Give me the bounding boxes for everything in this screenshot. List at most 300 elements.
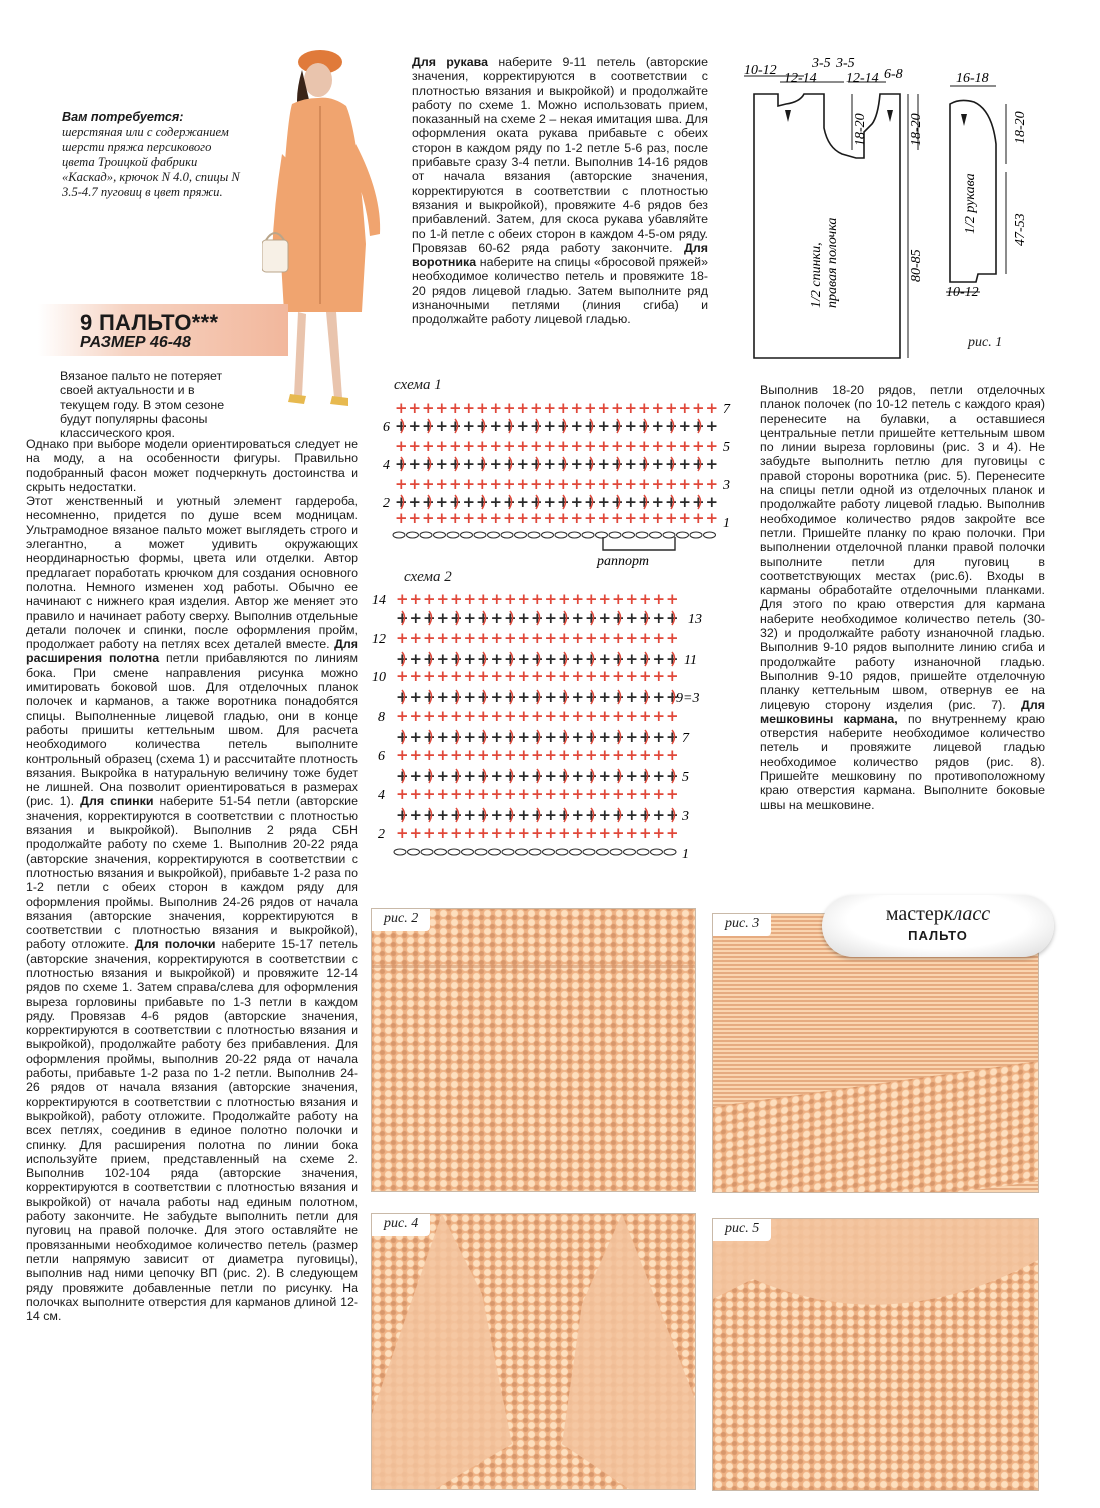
stitch-symbol: + — [517, 650, 531, 668]
stitch-symbol: + — [639, 767, 652, 785]
stitch-symbol: + — [450, 688, 463, 706]
scheme-2-title: схема 2 — [404, 569, 452, 585]
stitch-symbol: + — [517, 824, 531, 842]
stitch-symbol: + — [652, 609, 666, 627]
dimension: 3-5 — [836, 58, 855, 71]
stitch-symbol: + — [692, 399, 705, 417]
text: наберите 15-17 петель (авторские значения, корректируются в соответствии с плотностью вязания и выкройкой) и провяжите 12-14 рядов по схеме 1. Затем справа/слева для оформления выреза горловины прибавьте по 1-3 петли в каждом ряду. Провязав 4-6 рядов (авторские значения, корректируются в соответствии с плотностью вязания и выкройкой), продолжайте работу без прибавления. Для оформления проймы, выполнив 20-22 ряда от начала работы, прибавьте 1-2 раза по 1-2 петли. Выполнив 24-26 рядов от начала вязания (авторские значения, корректируются в соответствии с плотностью вязания и выкройкой), работу отложите. Продолжайте работу на всех петлях, соединив в единое полотно полочки и спинку. Для расширения полотна по линии бока используйте прием, представленный на схеме 2. Выполнив 102-104 ряда (авторские значения, корректируются в соответствии с плотностью вязания и выкройкой) от начала работы над единым полотном, работу закончите. Не забудьте выполнить петли для пуговиц на правой полочке. Для этого оставляйте не провязанными необходимое количество петель (размер петли напрямую зависит от диаметра пуговицы), выполнив над ними цепочку ВП (рис. 2). В следующем ряду провяжите добавленные петли по рисунку. На полочках выполните отверстия для карманов длиной 12-14 см. — [26, 937, 358, 1324]
stitch-symbol: + — [422, 437, 435, 455]
stitch-symbol: + — [639, 806, 652, 824]
row-number: 7 — [682, 731, 689, 746]
stitch-symbol: + — [489, 417, 503, 435]
text: наберите 51-54 петли (авторские значения, корректируются в соответствии с плотностью вязания и выкройкой). Выполнив 2 ряда СБН продолжайте работу по схеме 1. Выполнив 20-22 ряда (авторские значения, корректируются в соответствии с плотностью вязания и выкройкой), прибавьте 1-2 раза по 1-2 петли с обеих сторон в каждом ряду для оформления проймы. Выполнив 24-26 рядов от начала вязания (авторские значения, корректируются в соответствии с плотностью вязания и выкройкой), работу отложите. — [26, 794, 358, 952]
stitch-symbol: + — [489, 509, 503, 527]
stitch-symbol: + — [462, 475, 476, 493]
stitch-symbol: + — [652, 824, 666, 842]
stitch-symbol: + — [625, 767, 639, 785]
stitch-symbol: + — [463, 746, 477, 764]
dimension: 6-8 — [884, 67, 903, 82]
stitch-symbol: + — [409, 688, 423, 706]
stitch-symbol: + — [571, 609, 585, 627]
stitch-symbol: + — [436, 806, 450, 824]
stitch-symbol: + — [652, 707, 666, 725]
bold-heading: Для мешковины кармана, — [760, 697, 1045, 726]
chain-stitch — [704, 532, 716, 538]
stitch-symbol: + — [463, 785, 477, 803]
row-number: 2 — [383, 496, 390, 511]
stitch-symbol: + — [450, 667, 463, 685]
row-number: 6 — [378, 749, 385, 764]
column-1-text — [26, 437, 358, 1323]
repeat-label: раппорт — [597, 554, 649, 569]
stitch-symbol: + — [624, 455, 638, 473]
stitch-symbol: + — [476, 455, 489, 473]
stitch-symbol: + — [476, 509, 489, 527]
row-number: 4 — [383, 458, 390, 473]
chain-stitch — [528, 532, 540, 538]
stitch-symbol: + — [666, 824, 679, 842]
column-2-text — [412, 55, 708, 327]
stitch-symbol: + — [598, 824, 612, 842]
stitch-symbol: + — [570, 455, 584, 473]
stitch-symbol: + — [639, 667, 652, 685]
stitch-symbol: + — [503, 509, 516, 527]
stitch-symbol: + — [503, 399, 516, 417]
stitch-symbol: + — [705, 493, 719, 511]
row-number: 8 — [378, 710, 385, 725]
stitch-symbol: + — [409, 806, 423, 824]
stitch-symbol: + — [477, 629, 490, 647]
chain-stitch — [583, 849, 595, 855]
stitch-symbol: + — [544, 785, 558, 803]
stitch-symbol: + — [584, 493, 597, 511]
stitch-symbol: + — [516, 455, 530, 473]
stitch-symbol: + — [665, 417, 678, 435]
stitch-symbol: + — [652, 650, 666, 668]
stitch-symbol: + — [585, 746, 598, 764]
scheme-2-diagram — [368, 588, 738, 868]
row-number: 11 — [684, 653, 697, 668]
stitch-symbol: + — [396, 609, 409, 627]
stitch-symbol: + — [504, 590, 517, 608]
stitch-symbol: + — [666, 707, 679, 725]
stitch-symbol: + — [395, 455, 408, 473]
stitch-symbol: + — [531, 590, 544, 608]
stitch-symbol: + — [584, 417, 597, 435]
stitch-symbol: + — [423, 609, 436, 627]
stitch-symbol: + — [422, 509, 435, 527]
stitch-symbol: + — [490, 688, 504, 706]
stitch-symbol: + — [652, 806, 666, 824]
pattern-body-diagram — [740, 58, 940, 376]
stitch-symbol: + — [571, 667, 585, 685]
stitch-symbol: + — [639, 824, 652, 842]
pattern-sleeve-diagram — [936, 64, 1046, 304]
stitch-symbol: + — [503, 437, 516, 455]
stitch-symbol: + — [531, 629, 544, 647]
stitch-symbol: + — [666, 609, 679, 627]
stitch-symbol: + — [531, 667, 544, 685]
stitch-symbol: + — [504, 746, 517, 764]
photo-label: рис. 2 — [372, 909, 430, 931]
stitch-symbol: + — [598, 806, 612, 824]
chain-stitch — [636, 532, 648, 538]
stitch-symbol: + — [543, 437, 557, 455]
stitch-symbol: + — [531, 746, 544, 764]
stitch-symbol: + — [504, 728, 517, 746]
stitch-symbol: + — [409, 667, 423, 685]
stitch-symbol: + — [665, 399, 678, 417]
chain-stitch — [555, 532, 567, 538]
stitch-symbol: + — [544, 650, 558, 668]
stitch-symbol: + — [396, 707, 409, 725]
stitch-symbol: + — [489, 437, 503, 455]
stitch-symbol: + — [571, 824, 585, 842]
chain-stitch — [664, 849, 676, 855]
stitch-symbol: + — [611, 399, 624, 417]
stitch-symbol: + — [463, 667, 477, 685]
stitch-symbol: + — [531, 767, 544, 785]
stitch-symbol: + — [396, 746, 409, 764]
stitch-symbol: + — [692, 417, 705, 435]
stitch-symbol: + — [530, 455, 543, 473]
stitch-symbol: + — [692, 509, 705, 527]
stitch-symbol: + — [557, 475, 570, 493]
stitch-symbol: + — [531, 707, 544, 725]
dimension: 10-12 — [946, 285, 979, 300]
stitch-symbol: + — [678, 493, 692, 511]
chain-stitch — [556, 849, 568, 855]
stitch-symbol: + — [612, 667, 625, 685]
stitch-symbol: + — [423, 767, 436, 785]
chain-stitch — [488, 532, 500, 538]
stitch-symbol: + — [639, 688, 652, 706]
stitch-symbol: + — [450, 728, 463, 746]
stitch-symbol: + — [477, 785, 490, 803]
stitch-symbol: + — [436, 707, 450, 725]
chain-stitch — [462, 849, 474, 855]
dimension: 18-20 — [853, 113, 868, 146]
stitch-symbol: + — [665, 509, 678, 527]
stitch-symbol: + — [705, 509, 719, 527]
repeat-bracket — [603, 537, 675, 550]
bold-heading: Для воротника — [412, 240, 708, 270]
stitch-symbol: + — [517, 767, 531, 785]
stitch-symbol: + — [544, 728, 558, 746]
stitch-symbol: + — [597, 455, 611, 473]
stitch-symbol: + — [504, 767, 517, 785]
stitch-symbol: + — [625, 650, 639, 668]
stitch-symbol: + — [666, 785, 679, 803]
stitch-symbol: + — [612, 785, 625, 803]
bold-heading: Для расширения полотна — [26, 637, 358, 666]
stitch-symbol: + — [558, 590, 571, 608]
stitch-symbol: + — [436, 728, 450, 746]
stitch-symbol: + — [639, 728, 652, 746]
stitch-symbol: + — [531, 728, 544, 746]
stitch-symbol: + — [477, 688, 490, 706]
stitch-symbol: + — [504, 688, 517, 706]
stitch-symbol: + — [423, 629, 436, 647]
stitch-symbol: + — [598, 590, 612, 608]
stitch-symbol: + — [462, 455, 476, 473]
stitch-symbol: + — [544, 629, 558, 647]
chain-stitch — [651, 849, 663, 855]
stitch-symbol: + — [423, 688, 436, 706]
chain-stitch — [542, 532, 554, 538]
materials-block — [62, 110, 242, 200]
row-number: 3 — [682, 809, 689, 824]
stitch-symbol: + — [544, 688, 558, 706]
stitch-symbol: + — [396, 806, 409, 824]
stitch-symbol: + — [409, 746, 423, 764]
stitch-symbol: + — [422, 417, 435, 435]
materials-heading: Вам потребуется: — [62, 110, 184, 124]
stitch-symbol: + — [408, 475, 422, 493]
row-number: 9=3 — [676, 691, 700, 706]
stitch-symbol: + — [503, 417, 516, 435]
stitch-symbol: + — [463, 824, 477, 842]
stitch-symbol: + — [571, 767, 585, 785]
stitch-symbol: + — [570, 493, 584, 511]
stitch-symbol: + — [516, 509, 530, 527]
stitch-symbol: + — [516, 437, 530, 455]
stitch-symbol: + — [490, 667, 504, 685]
stitch-symbol: + — [490, 609, 504, 627]
chain-stitch — [501, 532, 513, 538]
stitch-symbol: + — [639, 650, 652, 668]
text: Выполнив 18-20 рядов, петли отделочных планок полочек (по 10-12 петель с каждого края) перенесите на булавки, а оставшиеся центральные петли пришейте кеттельным швом по линии выреза горловины (рис. 3 и 4). Не забудьте выполнить петлю для пуговицы с правой стороны воротника (рис. 5). Перенесите на спицы петли одной из отделочных планок и продолжайте работу лицевой гладью. Выполнив необходимое количество рядов закройте все петли. Пришейте планку по краю полочки. При выполнении отделочной планки правой полочки выполните петли для пуговиц в соответствующих местах (рис.6). Входы в карманы обработайте отделочными планками. Для этого по краю отверстия для кармана наберите необходимое количество петель (30-32) и продолжайте работу изнаночной гладью. Выполнив 9-10 рядов выполните линию сгиба и продолжайте работу изнаночной гладью. Выполнив 9-10 рядов, пришейте отделочную планку кеттельным швом, отвернув ее на лицевую сторону изделия (рис. 7). — [760, 383, 1045, 712]
stitch-symbol: + — [449, 437, 462, 455]
stitch-symbol: + — [651, 455, 665, 473]
stitch-symbol: + — [463, 688, 477, 706]
stitch-symbol: + — [639, 746, 652, 764]
stitch-symbol: + — [597, 437, 611, 455]
stitch-symbol: + — [530, 437, 543, 455]
stitch-symbol: + — [638, 417, 651, 435]
text-line: Вязаное пальто не потеряет — [60, 369, 223, 383]
stitch-symbol: + — [597, 399, 611, 417]
chain-stitch — [663, 532, 675, 538]
stitch-symbol: + — [504, 650, 517, 668]
stitch-symbol: + — [423, 707, 436, 725]
stitch-symbol: + — [504, 609, 517, 627]
stitch-symbol: + — [409, 728, 423, 746]
stitch-symbol: + — [652, 667, 666, 685]
stitch-symbol: + — [462, 493, 476, 511]
stitch-symbol: + — [517, 746, 531, 764]
stitch-symbol: + — [396, 767, 409, 785]
stitch-symbol: + — [504, 806, 517, 824]
text: Однако при выборе модели ориентироваться следует не на моду, а на особенности фигуры. Правильно подобранный фасон может подчеркнуть достоинства и скрыть недостатки. — [26, 437, 358, 494]
stitch-symbol: + — [598, 650, 612, 668]
stitch-symbol: + — [584, 475, 597, 493]
stitch-symbol: + — [449, 493, 462, 511]
stitch-symbol: + — [423, 746, 436, 764]
stitch-symbol: + — [625, 746, 639, 764]
collar-shape — [372, 1214, 696, 1490]
stitch-symbol: + — [408, 417, 422, 435]
stitch-symbol: + — [477, 667, 490, 685]
stitch-symbol: + — [476, 475, 489, 493]
pattern-label: 1/2 рукава — [963, 173, 978, 234]
stitch-symbol: + — [408, 455, 422, 473]
text: петли прибавляются по линиям бока. При смене направления рисунка можно имитировать боковой шов. Для отделочных планок полочек и карманов, а также воротника понадобятся спицы. Выполненные лицевой гладью, они в конце работы пришиты кеттельным швом. Для расчета необходимого количества петель выполните контрольный образец (схема 1) и рассчитайте плотность вязания. Выкройка в натуральную величину тоже будет не лишней. Она позволит ориентироваться в размерах (рис. 1). — [26, 651, 358, 809]
chain-stitch — [543, 849, 555, 855]
stitch-symbol: + — [557, 417, 570, 435]
stitch-symbol: + — [612, 728, 625, 746]
stitch-symbol: + — [395, 509, 408, 527]
stitch-symbol: + — [490, 650, 504, 668]
column-3-text — [760, 383, 1045, 812]
stitch-symbol: + — [651, 417, 665, 435]
stitch-symbol: + — [611, 437, 624, 455]
stitch-symbol: + — [625, 728, 639, 746]
stitch-symbol: + — [435, 455, 449, 473]
stitch-symbol: + — [652, 590, 666, 608]
stitch-symbol: + — [557, 493, 570, 511]
stitch-symbol: + — [531, 785, 544, 803]
stitch-symbol: + — [705, 455, 719, 473]
stitch-symbol: + — [489, 475, 503, 493]
stitch-symbol: + — [396, 728, 409, 746]
stitch-symbol: + — [517, 667, 531, 685]
stitch-symbol: + — [625, 688, 639, 706]
chain-stitch — [407, 532, 419, 538]
chain-stitch — [529, 849, 541, 855]
stitch-symbol: + — [422, 493, 435, 511]
stitch-symbol: + — [476, 493, 489, 511]
stitch-symbol: + — [490, 590, 504, 608]
stitch-symbol: + — [612, 590, 625, 608]
stitch-symbol: + — [450, 824, 463, 842]
stitch-symbol: + — [435, 399, 449, 417]
stitch-symbol: + — [462, 437, 476, 455]
row-number: 6 — [383, 420, 390, 435]
stitch-symbol: + — [598, 746, 612, 764]
stitch-symbol: + — [558, 688, 571, 706]
stitch-symbol: + — [705, 417, 719, 435]
row-number: 3 — [723, 478, 730, 493]
stitch-symbol: + — [571, 590, 585, 608]
stitch-symbol: + — [666, 746, 679, 764]
stitch-symbol: + — [557, 437, 570, 455]
masterclass-badge — [822, 895, 1054, 957]
stitch-symbol: + — [396, 824, 409, 842]
stitch-symbol: + — [612, 688, 625, 706]
stitch-symbol: + — [611, 475, 624, 493]
stitch-symbol: + — [558, 609, 571, 627]
stitch-symbol: + — [423, 824, 436, 842]
stitch-symbol: + — [516, 493, 530, 511]
stitch-symbol: + — [571, 806, 585, 824]
chain-stitch — [420, 532, 432, 538]
stitch-symbol: + — [585, 785, 598, 803]
dimension: 12-14 — [784, 71, 817, 86]
stitch-symbol: + — [489, 399, 503, 417]
stitch-symbol: + — [450, 609, 463, 627]
chain-stitch — [394, 849, 406, 855]
stitch-symbol: + — [477, 746, 490, 764]
stitch-symbol: + — [531, 609, 544, 627]
stitch-symbol: + — [422, 455, 435, 473]
stitch-symbol: + — [449, 399, 462, 417]
stitch-symbol: + — [584, 437, 597, 455]
stitch-symbol: + — [598, 688, 612, 706]
stitch-symbol: + — [625, 806, 639, 824]
stitch-symbol: + — [449, 455, 462, 473]
stitch-symbol: + — [423, 667, 436, 685]
stitch-symbol: + — [692, 437, 705, 455]
stitch-symbol: + — [585, 688, 598, 706]
scheme-1-diagram — [375, 395, 745, 575]
row-number: 4 — [378, 788, 385, 803]
stitch-symbol: + — [558, 650, 571, 668]
stitch-symbol: + — [558, 785, 571, 803]
stitch-symbol: + — [396, 650, 409, 668]
stitch-symbol: + — [462, 509, 476, 527]
stitch-symbol: + — [639, 590, 652, 608]
stitch-symbol: + — [409, 824, 423, 842]
stitch-symbol: + — [585, 629, 598, 647]
chain-stitch — [582, 532, 594, 538]
chain-stitch — [597, 849, 609, 855]
stitch-symbol: + — [423, 590, 436, 608]
stitch-symbol: + — [558, 667, 571, 685]
stitch-symbol: + — [651, 399, 665, 417]
photo-fig-5 — [712, 1218, 1039, 1491]
stitch-symbol: + — [585, 767, 598, 785]
stitch-symbol: + — [678, 437, 692, 455]
stitch-symbol: + — [435, 437, 449, 455]
page-title: 9 ПАЛЬТО*** — [80, 310, 219, 335]
stitch-symbol: + — [395, 417, 408, 435]
stitch-symbol: + — [584, 455, 597, 473]
stitch-symbol: + — [638, 475, 651, 493]
stitch-symbol: + — [435, 417, 449, 435]
stitch-symbol: + — [597, 493, 611, 511]
stitch-symbol: + — [477, 767, 490, 785]
stitch-symbol: + — [517, 629, 531, 647]
scheme-1-title: схема 1 — [394, 377, 442, 393]
stitch-symbol: + — [558, 707, 571, 725]
stitch-symbol: + — [436, 609, 450, 627]
stitch-symbol: + — [638, 399, 651, 417]
stitch-symbol: + — [692, 455, 705, 473]
stitch-symbol: + — [423, 806, 436, 824]
buttonhole-row — [372, 965, 695, 968]
stitch-symbol: + — [666, 629, 679, 647]
stitch-symbol: + — [558, 728, 571, 746]
stitch-symbol: + — [544, 824, 558, 842]
stitch-symbol: + — [705, 399, 719, 417]
photo-label: рис. 5 — [713, 1219, 771, 1241]
stitch-symbol: + — [395, 437, 408, 455]
stitch-symbol: + — [638, 509, 651, 527]
stitch-symbol: + — [477, 707, 490, 725]
stitch-symbol: + — [585, 824, 598, 842]
paragraph — [26, 437, 358, 494]
stitch-symbol: + — [477, 650, 490, 668]
stitch-symbol: + — [423, 785, 436, 803]
stitch-symbol: + — [490, 806, 504, 824]
stitch-symbol: + — [503, 455, 516, 473]
stitch-symbol: + — [504, 824, 517, 842]
stitch-symbol: + — [531, 824, 544, 842]
stitch-symbol: + — [666, 667, 679, 685]
stitch-symbol: + — [558, 824, 571, 842]
stitch-symbol: + — [544, 609, 558, 627]
